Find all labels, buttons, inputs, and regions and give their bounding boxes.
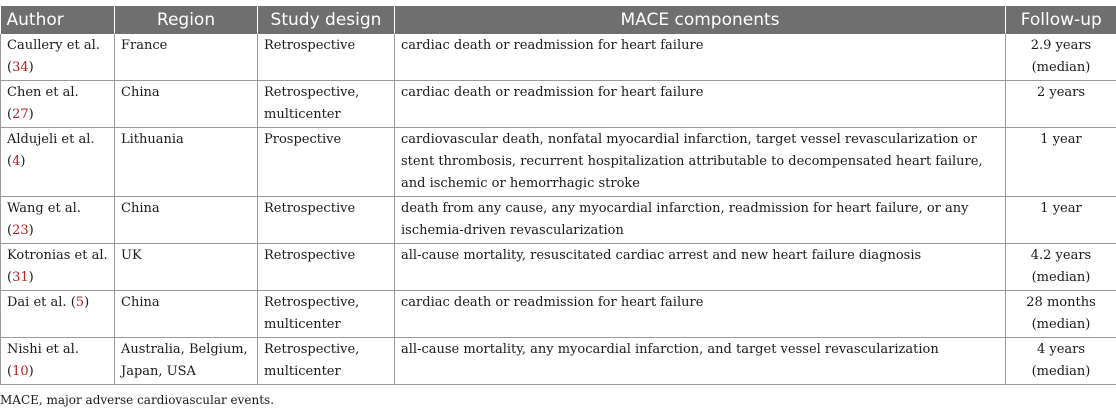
header-author: Author (1, 6, 115, 34)
reference-link[interactable]: 10 (12, 364, 29, 379)
mace-cell: cardiac death or readmission for heart failure (395, 81, 1006, 128)
author-cell: Caullery et al. (34) (1, 34, 115, 81)
table-row (1, 81, 1116, 128)
mace-cell: death from any cause, any myocardial infarction, readmission for heart failure, or any ischemia-driven revascularization (395, 197, 1006, 244)
table-row (1, 34, 1116, 81)
design-cell: Retrospective (258, 34, 395, 81)
author-cell: Kotronias et al. (31) (1, 244, 115, 291)
mace-cell: cardiac death or readmission for heart failure (395, 34, 1006, 81)
region-cell: UK (115, 244, 258, 291)
followup-cell: 2 years (1006, 81, 1116, 128)
reference-link[interactable]: 27 (12, 107, 29, 122)
followup-cell: 4 years (median) (1006, 338, 1116, 385)
author-cell: Dai et al. (5) (1, 291, 115, 338)
table-row (1, 128, 1116, 197)
header-mace-components: MACE components (395, 6, 1006, 34)
mace-cell: all-cause mortality, resuscitated cardiac arrest and new heart failure diagnosis (395, 244, 1006, 291)
region-cell: China (115, 197, 258, 244)
header-row (1, 6, 1116, 34)
region-cell: France (115, 34, 258, 81)
mace-studies-table (0, 6, 1116, 385)
table-row (1, 291, 1116, 338)
header-region: Region (115, 6, 258, 34)
design-cell: Retrospective (258, 197, 395, 244)
header-study-design: Study design (258, 6, 395, 34)
author-cell: Nishi et al. (10) (1, 338, 115, 385)
mace-cell: all-cause mortality, any myocardial infarction, and target vessel revascularization (395, 338, 1006, 385)
mace-cell: cardiac death or readmission for heart failure (395, 291, 1006, 338)
table-row (1, 244, 1116, 291)
followup-cell: 1 year (1006, 197, 1116, 244)
design-cell: Retrospective (258, 244, 395, 291)
table-row (1, 338, 1116, 385)
region-cell: Lithuania (115, 128, 258, 197)
table-footnote: MACE, major adverse cardiovascular events. (0, 393, 275, 407)
author-cell: Chen et al. (27) (1, 81, 115, 128)
reference-link[interactable]: 23 (12, 223, 29, 238)
followup-cell: 2.9 years (median) (1006, 34, 1116, 81)
reference-link[interactable]: 4 (12, 154, 21, 169)
author-cell: Aldujeli et al. (4) (1, 128, 115, 197)
table-row (1, 197, 1116, 244)
header-follow-up: Follow-up (1006, 6, 1116, 34)
followup-cell: 1 year (1006, 128, 1116, 197)
followup-cell: 4.2 years (median) (1006, 244, 1116, 291)
mace-cell: cardiovascular death, nonfatal myocardial infarction, target vessel revascularization or stent thrombosis, recurrent hospitalization attributable to decompensated heart failure, and ischemic or hemorrhagic stroke (395, 128, 1006, 197)
design-cell: Prospective (258, 128, 395, 197)
reference-link[interactable]: 31 (12, 270, 29, 285)
design-cell: Retrospective, multicenter (258, 81, 395, 128)
reference-link[interactable]: 5 (75, 295, 85, 310)
reference-link[interactable]: 34 (12, 60, 29, 75)
region-cell: China (115, 291, 258, 338)
region-cell: China (115, 81, 258, 128)
design-cell: Retrospective, multicenter (258, 338, 395, 385)
author-cell: Wang et al. (23) (1, 197, 115, 244)
region-cell: Australia, Belgium, Japan, USA (115, 338, 258, 385)
followup-cell: 28 months (median) (1006, 291, 1116, 338)
design-cell: Retrospective, multicenter (258, 291, 395, 338)
